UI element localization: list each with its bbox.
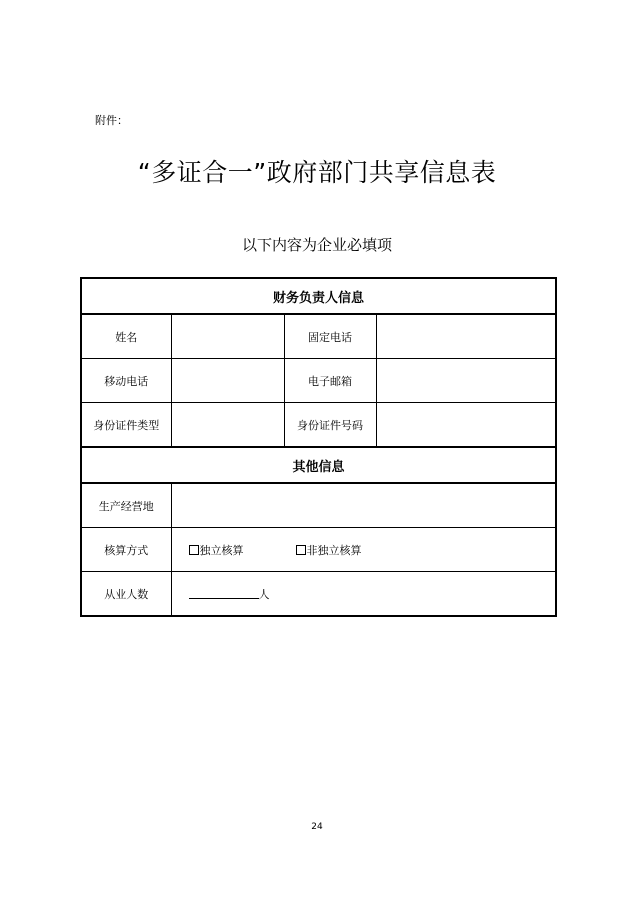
table-row bbox=[81, 572, 556, 617]
table-row bbox=[81, 528, 556, 572]
email-label: 电子邮箱 bbox=[284, 359, 376, 403]
place-field[interactable] bbox=[171, 483, 556, 528]
checkbox-icon[interactable] bbox=[296, 545, 306, 555]
id-type-label: 身份证件类型 bbox=[81, 403, 171, 448]
page-subtitle: 以下内容为企业必填项 bbox=[241, 236, 392, 254]
mobile-label: 移动电话 bbox=[81, 359, 171, 403]
id-number-field[interactable] bbox=[376, 403, 556, 448]
option-label: 非独立核算 bbox=[306, 543, 362, 557]
attachment-label: 附件： bbox=[95, 114, 128, 127]
employees-unit: 人 bbox=[258, 587, 270, 601]
non-independent-accounting-option[interactable] bbox=[296, 544, 362, 557]
landline-label: 固定电话 bbox=[284, 314, 376, 359]
name-label: 姓名 bbox=[81, 314, 171, 359]
section-heading-finance: 财务负责人信息 bbox=[81, 278, 556, 314]
section-header-finance bbox=[81, 278, 556, 314]
checkbox-icon[interactable] bbox=[189, 545, 199, 555]
independent-accounting-option[interactable] bbox=[189, 544, 244, 557]
table-row bbox=[81, 403, 556, 448]
page-title: “多证合一”政府部门共享信息表 bbox=[137, 158, 497, 187]
id-number-label: 身份证件号码 bbox=[284, 403, 376, 448]
table-row bbox=[81, 359, 556, 403]
employees-cell bbox=[171, 572, 556, 617]
place-label: 生产经营地 bbox=[81, 483, 171, 528]
mobile-field[interactable] bbox=[171, 359, 284, 403]
table-row bbox=[81, 314, 556, 359]
email-field[interactable] bbox=[376, 359, 556, 403]
option-label: 独立核算 bbox=[199, 543, 244, 557]
info-table bbox=[80, 277, 557, 617]
landline-field[interactable] bbox=[376, 314, 556, 359]
id-type-field[interactable] bbox=[171, 403, 284, 448]
section-heading-other: 其他信息 bbox=[81, 447, 556, 483]
table-row bbox=[81, 483, 556, 528]
page-number: 24 bbox=[311, 822, 323, 832]
employees-label: 从业人数 bbox=[81, 572, 171, 617]
employees-count-blank[interactable] bbox=[189, 587, 259, 599]
section-header-other bbox=[81, 447, 556, 483]
accounting-label: 核算方式 bbox=[81, 528, 171, 572]
accounting-options bbox=[171, 528, 556, 572]
name-field[interactable] bbox=[171, 314, 284, 359]
